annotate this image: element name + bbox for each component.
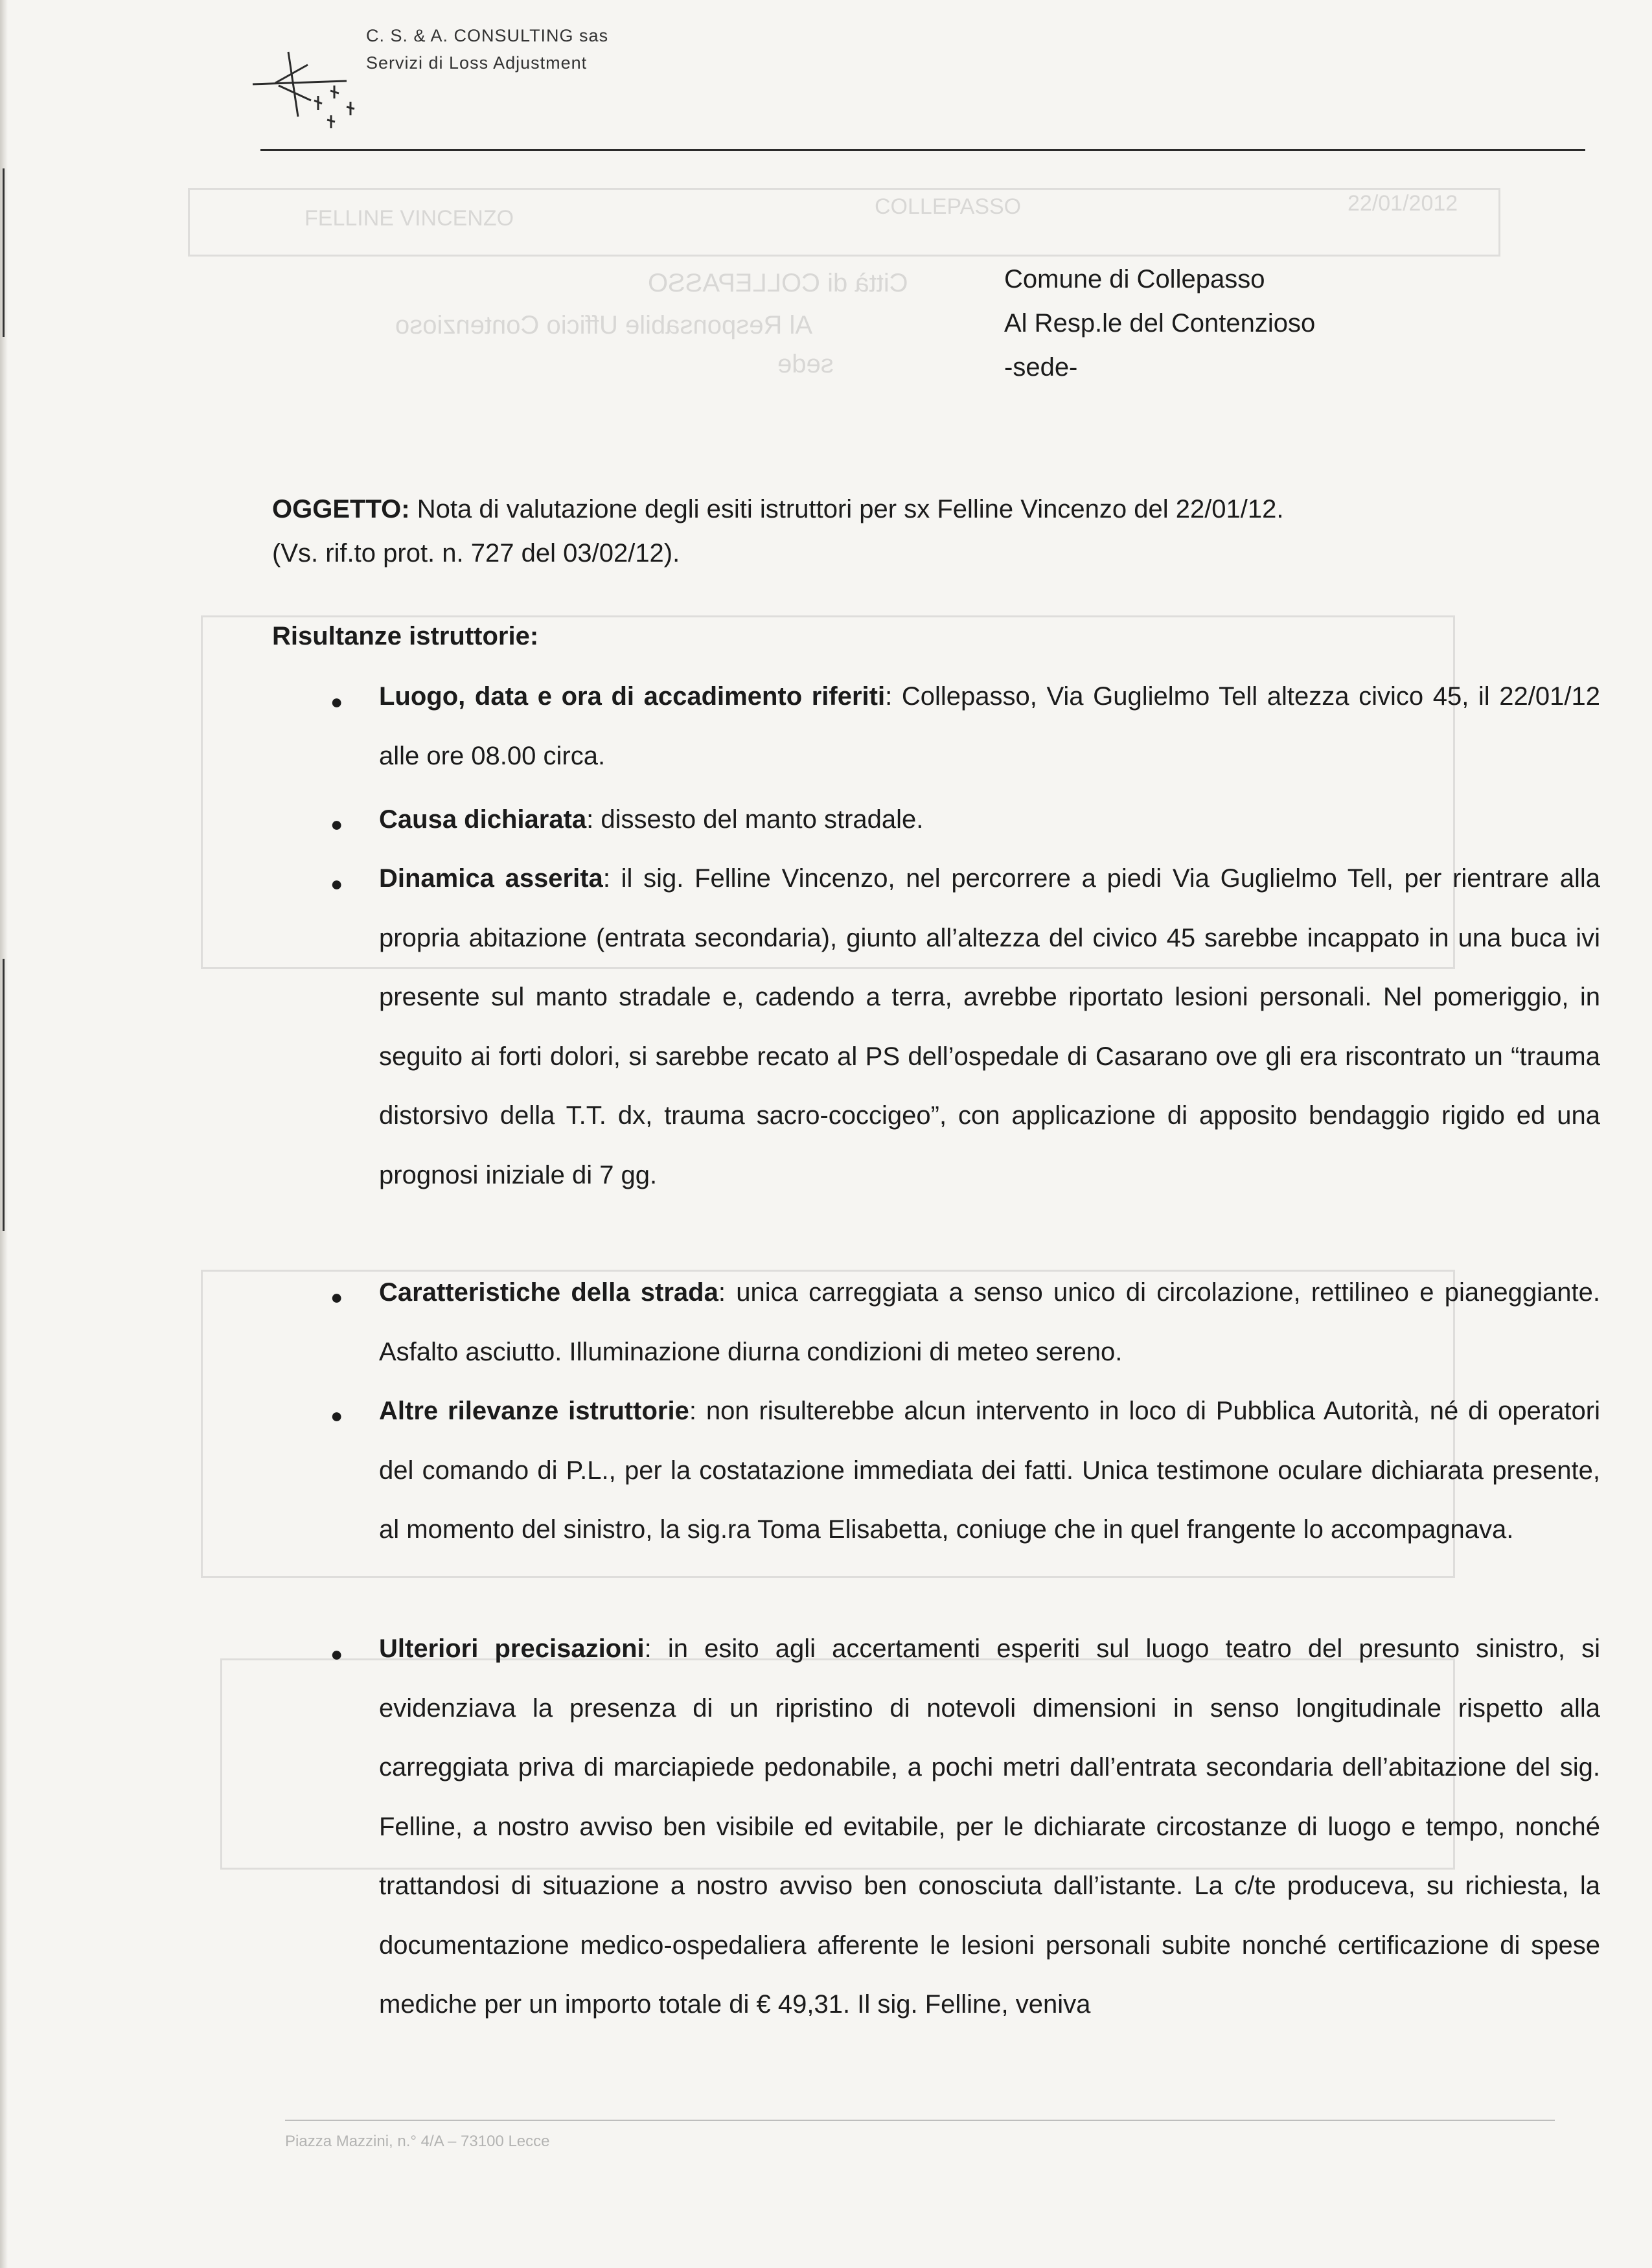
finding-label: Ulteriori precisazioni: [379, 1634, 645, 1663]
recipient-line: Comune di Collepasso: [1004, 265, 1265, 293]
scan-edge-mark: [3, 959, 5, 1231]
bullet-dot-icon: ●: [330, 690, 343, 713]
ghost-sede: sede: [777, 350, 834, 378]
finding-item: [379, 1620, 1600, 2035]
finding-text: : unica carreggiata a senso unico di circolazione, rettilineo e pianeggiante. Asfalto asciutto. Illuminazione diurna condizioni di meteo sereno.: [379, 1278, 1600, 1366]
recipient-line: Al Resp.le del Contenzioso: [1004, 309, 1316, 338]
bullet-dot-icon: ●: [330, 812, 343, 836]
bullet-dot-icon: ●: [330, 1404, 343, 1427]
ghost-office: Al Responsabile Ufficio Contenzioso: [395, 311, 813, 339]
airplane-logo-icon: [249, 39, 360, 139]
ghost-claim-date: 22/01/2012: [1348, 191, 1458, 216]
subject-block: [272, 487, 1284, 575]
subject-label: OGGETTO:: [272, 495, 410, 523]
bullet-dot-icon: ●: [330, 1285, 343, 1309]
finding-label: Altre rilevanze istruttorie: [379, 1397, 689, 1425]
ghost-claim-name: FELLINE VINCENZO: [304, 206, 514, 231]
finding-label: Caratteristiche della strada: [379, 1278, 718, 1307]
finding-item: [379, 1263, 1600, 1382]
header-rule: [260, 149, 1585, 151]
recipient-line: -sede-: [1004, 353, 1078, 382]
finding-item: [379, 790, 1600, 850]
finding-text: : in esito agli accertamenti esperiti sul luogo teatro del presunto sinistro, si evidenziava la presenza di un ripristino di notevoli dimensioni in senso longitudinale rispetto alla carreggiata priva di marciapiede pedonabile, a pochi metri dall’entrata secondaria dell’abitazione del sig. Felline, a nostro avviso ben visibile ed evitabile, per le dichiarate circostanze di luogo e tempo, nonché trattandosi di situazione a nostro avviso ben conosciuta dall’istante. La c/te produceva, su richiesta, la documentazione medico-ospedaliera afferente le lesioni personali subite nonché certificazione di spese mediche per un importo totale di € 49,31. Il sig. Felline, veniva: [379, 1634, 1600, 2019]
footer-rule: [285, 2120, 1555, 2121]
recipient-block: [1004, 257, 1315, 389]
subject-reference: (Vs. rif.to prot. n. 727 del 03/02/12).: [272, 539, 680, 567]
subject-line: [272, 487, 1284, 531]
scan-edge-mark: [3, 168, 5, 337]
company-name: C. S. & A. CONSULTING sas: [366, 26, 609, 45]
finding-label: Causa dichiarata: [379, 805, 587, 834]
finding-label: Dinamica asserita: [379, 864, 603, 893]
company-tagline: Servizi di Loss Adjustment: [366, 53, 588, 73]
subject-text: Nota di valutazione degli esiti istruttori per sx Felline Vincenzo del 22/01/12.: [409, 495, 1284, 523]
finding-item: [379, 849, 1600, 1205]
finding-item: [379, 667, 1600, 786]
finding-text: : non risulterebbe alcun intervento in loco di Pubblica Autorità, né di operatori del comando di P.L., per la costatazione immediata dei fatti. Unica testimone oculare dichiarata presente, al momento del sinistro, la sig.ra Toma Elisabetta, coniuge che in quel frangente lo accompagnava.: [379, 1397, 1601, 1544]
ghost-claim-place: COLLEPASSO: [875, 194, 1022, 219]
ghost-claim-box: [188, 188, 1500, 257]
bullet-dot-icon: ●: [330, 1642, 343, 1666]
finding-text: : il sig. Felline Vincenzo, nel percorrere a piedi Via Guglielmo Tell, per rientrare alla propria abitazione (entrata secondaria), giunto all’altezza del civico 45 sarebbe incappato in una buca ivi presente sul manto stradale e, cadendo a terra, avrebbe riportato lesioni personali. Nel pomeriggio, in seguito ai forti dolori, si sarebbe recato al PS dell’ospedale di Casarano ove gli era riscontrato un “trauma distorsivo della T.T. dx, trauma sacro-coccigeo”, con applicazione di apposito bendaggio rigido ed una prognosi iniziale di 7 gg.: [379, 864, 1600, 1189]
finding-item: [379, 1382, 1600, 1560]
finding-text: : Collepasso, Via Guglielmo Tell altezza civico 45, il 22/01/12 alle ore 08.00 circa.: [379, 682, 1600, 770]
finding-text: : dissesto del manto stradale.: [586, 805, 924, 834]
finding-label: Luogo, data e ora di accadimento riferiti: [379, 682, 886, 711]
ghost-title: Città di COLLEPASSO: [648, 269, 908, 297]
findings-heading: Risultanze istruttorie:: [272, 622, 539, 650]
letterhead: [249, 26, 638, 143]
footer-address: Piazza Mazzini, n.° 4/A – 73100 Lecce: [285, 2133, 550, 2150]
bullet-dot-icon: ●: [330, 872, 343, 895]
